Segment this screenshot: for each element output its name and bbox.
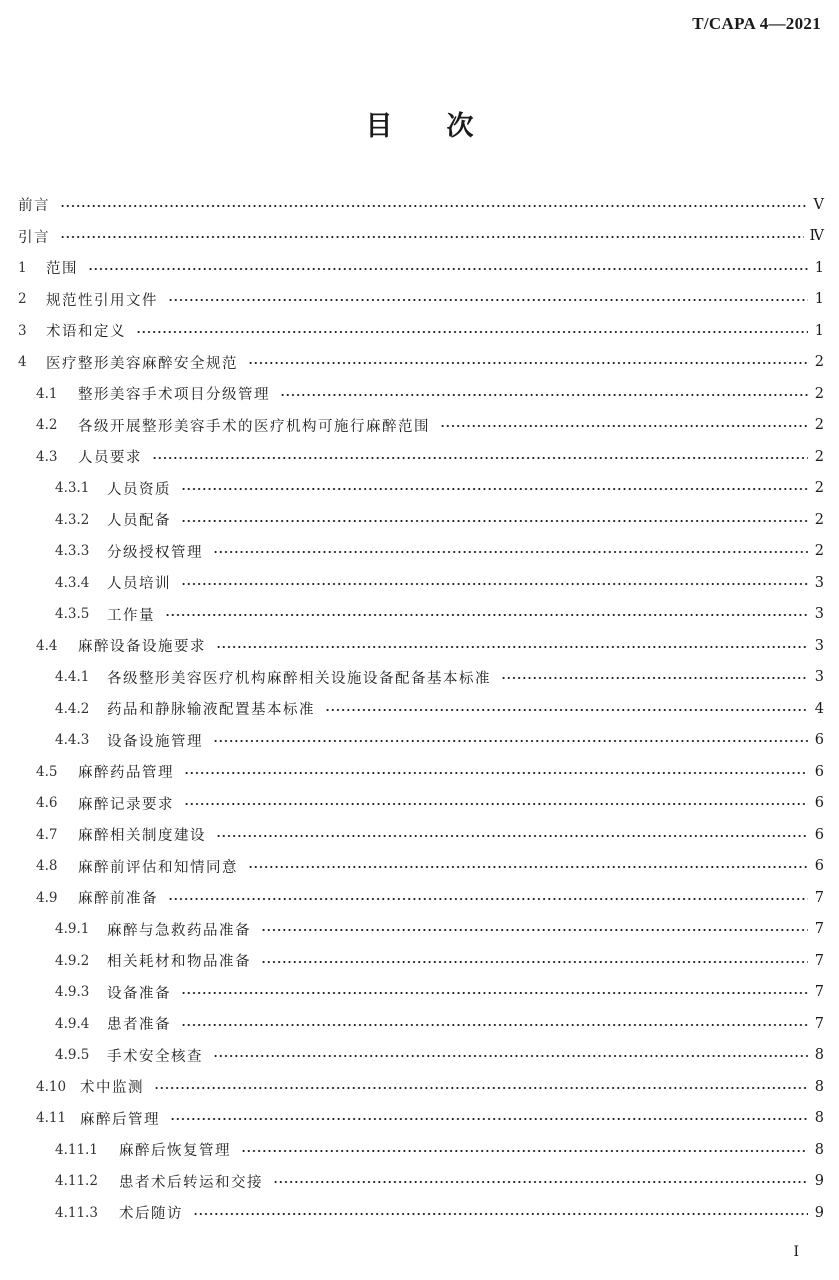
toc-entry-title: 分级授权管理 bbox=[107, 544, 203, 561]
toc-entry-number: 4.3.3 bbox=[55, 543, 90, 560]
toc-entry[interactable] bbox=[18, 315, 824, 347]
toc-entry-page: 7 bbox=[814, 1015, 824, 1032]
toc-entry[interactable] bbox=[18, 1040, 824, 1072]
toc-entry-number: 4.8 bbox=[36, 858, 58, 875]
toc-entry-page: 8 bbox=[814, 1141, 824, 1158]
dot-leader bbox=[136, 324, 808, 340]
toc-entry-number: 4.9.1 bbox=[55, 921, 90, 938]
toc-entry-page: 7 bbox=[814, 952, 824, 969]
toc-entry-number: 4.4.2 bbox=[55, 700, 90, 717]
toc-entry[interactable] bbox=[18, 725, 824, 757]
dot-leader bbox=[241, 1143, 808, 1159]
toc-entry-page: 9 bbox=[814, 1204, 824, 1221]
toc-entry-title: 医疗整形美容麻醉安全规范 bbox=[46, 355, 238, 372]
dot-leader bbox=[181, 985, 808, 1001]
toc-entry-number: 4.4.3 bbox=[55, 732, 90, 749]
page-title: 目次 bbox=[365, 111, 528, 142]
page-folio: I bbox=[793, 1244, 799, 1260]
toc-entry-title: 工作量 bbox=[107, 607, 155, 624]
dot-leader bbox=[170, 1111, 808, 1127]
toc-entry[interactable] bbox=[18, 536, 824, 568]
toc-entry-page: 1 bbox=[814, 291, 824, 308]
dot-leader bbox=[168, 891, 808, 907]
toc-entry[interactable] bbox=[18, 1008, 824, 1040]
toc-entry-page: 8 bbox=[814, 1047, 824, 1064]
toc-entry-number: 3 bbox=[18, 322, 27, 339]
toc-entry[interactable] bbox=[18, 221, 824, 253]
toc-entry-title: 麻醉记录要求 bbox=[78, 796, 174, 813]
toc-entry[interactable] bbox=[18, 378, 824, 410]
toc-entry[interactable] bbox=[18, 410, 824, 442]
toc-entry[interactable] bbox=[18, 1103, 824, 1135]
dot-leader bbox=[60, 229, 804, 245]
dot-leader bbox=[261, 922, 808, 938]
toc-entry-number: 4.2 bbox=[36, 417, 58, 434]
toc-entry-page: 6 bbox=[814, 826, 824, 843]
toc-entry-page: 3 bbox=[814, 637, 824, 654]
toc-entry-title: 规范性引用文件 bbox=[46, 292, 158, 309]
toc-entry-title: 整形美容手术项目分级管理 bbox=[78, 387, 270, 404]
toc-entry[interactable] bbox=[18, 1166, 824, 1198]
toc-entry-title: 前言 bbox=[18, 198, 50, 215]
table-of-contents bbox=[18, 189, 824, 1229]
dot-leader bbox=[280, 387, 808, 403]
dot-leader bbox=[261, 954, 808, 970]
toc-entry-title: 麻醉后恢复管理 bbox=[119, 1143, 231, 1160]
toc-entry-page: 7 bbox=[814, 889, 824, 906]
toc-entry-title: 人员要求 bbox=[78, 450, 142, 467]
toc-entry-page: 2 bbox=[814, 417, 824, 434]
toc-entry-title: 麻醉前准备 bbox=[78, 891, 158, 908]
dot-leader bbox=[213, 544, 808, 560]
toc-entry-page: 7 bbox=[814, 984, 824, 1001]
toc-entry-page: 2 bbox=[814, 480, 824, 497]
toc-entry-title: 麻醉后管理 bbox=[80, 1111, 160, 1128]
dot-leader bbox=[165, 607, 808, 623]
dot-leader bbox=[440, 418, 808, 434]
dot-leader bbox=[184, 765, 808, 781]
toc-entry-page: 2 bbox=[814, 354, 824, 371]
toc-entry[interactable] bbox=[18, 1134, 824, 1166]
dot-leader bbox=[273, 1174, 808, 1190]
toc-entry[interactable] bbox=[18, 977, 824, 1009]
toc-entry[interactable] bbox=[18, 693, 824, 725]
dot-leader bbox=[248, 355, 808, 371]
toc-entry-title: 各级整形美容医疗机构麻醉相关设施设备配备基本标准 bbox=[107, 670, 491, 687]
toc-entry-number: 4.11.3 bbox=[55, 1204, 98, 1221]
toc-entry-title: 手术安全核查 bbox=[107, 1048, 203, 1065]
toc-entry-page: 3 bbox=[814, 606, 824, 623]
toc-entry-number: 4.9.3 bbox=[55, 984, 90, 1001]
toc-entry-page: Ⅳ bbox=[809, 228, 824, 245]
dot-leader bbox=[152, 450, 808, 466]
toc-entry-title: 相关耗材和物品准备 bbox=[107, 954, 251, 971]
toc-entry-number: 4.1 bbox=[36, 385, 58, 402]
toc-entry[interactable] bbox=[18, 504, 824, 536]
toc-entry-title: 引言 bbox=[18, 229, 50, 246]
toc-entry-page: 1 bbox=[814, 322, 824, 339]
dot-leader bbox=[60, 198, 808, 214]
toc-entry[interactable] bbox=[18, 882, 824, 914]
toc-entry-title: 人员培训 bbox=[107, 576, 171, 593]
toc-entry[interactable] bbox=[18, 189, 824, 221]
toc-entry-number: 4.7 bbox=[36, 826, 58, 843]
toc-entry-page: 2 bbox=[814, 543, 824, 560]
toc-entry-title: 麻醉相关制度建设 bbox=[78, 828, 206, 845]
toc-entry[interactable] bbox=[18, 441, 824, 473]
dot-leader bbox=[154, 1080, 808, 1096]
toc-entry[interactable] bbox=[18, 756, 824, 788]
toc-entry-number: 4.3.4 bbox=[55, 574, 90, 591]
toc-entry-page: 6 bbox=[814, 732, 824, 749]
toc-entry-page: 4 bbox=[814, 700, 824, 717]
toc-entry-number: 4.9 bbox=[36, 889, 58, 906]
toc-entry-number: 4.3.5 bbox=[55, 606, 90, 623]
toc-entry-number: 4.4.1 bbox=[55, 669, 90, 686]
toc-entry[interactable] bbox=[18, 945, 824, 977]
toc-entry-title: 术语和定义 bbox=[46, 324, 126, 341]
toc-entry-title: 麻醉设备设施要求 bbox=[78, 639, 206, 656]
toc-entry-page: 6 bbox=[814, 795, 824, 812]
toc-entry-page: 2 bbox=[814, 448, 824, 465]
toc-entry-title: 患者准备 bbox=[107, 1017, 171, 1034]
dot-leader bbox=[168, 292, 808, 308]
toc-entry-number: 4.5 bbox=[36, 763, 58, 780]
toc-entry[interactable] bbox=[18, 630, 824, 662]
dot-leader bbox=[501, 670, 808, 686]
toc-entry-number: 4.9.2 bbox=[55, 952, 90, 969]
toc-entry-page: 1 bbox=[814, 259, 824, 276]
toc-entry-page: 9 bbox=[814, 1173, 824, 1190]
toc-entry[interactable] bbox=[18, 819, 824, 851]
dot-leader bbox=[248, 859, 808, 875]
dot-leader bbox=[184, 796, 808, 812]
toc-entry-title: 药品和静脉输液配置基本标准 bbox=[107, 702, 315, 719]
toc-entry[interactable] bbox=[18, 284, 824, 316]
toc-entry[interactable] bbox=[18, 662, 824, 694]
toc-entry-title: 人员配备 bbox=[107, 513, 171, 530]
toc-entry[interactable] bbox=[18, 599, 824, 631]
dot-leader bbox=[88, 261, 808, 277]
toc-entry-number: 4.10 bbox=[36, 1078, 67, 1095]
toc-entry-number: 4.6 bbox=[36, 795, 58, 812]
toc-entry-title: 人员资质 bbox=[107, 481, 171, 498]
dot-leader bbox=[213, 1048, 808, 1064]
dot-leader bbox=[181, 513, 808, 529]
toc-entry[interactable] bbox=[18, 1071, 824, 1103]
dot-leader bbox=[193, 1206, 808, 1222]
toc-entry-title: 麻醉前评估和知情同意 bbox=[78, 859, 238, 876]
toc-entry-number: 4.9.5 bbox=[55, 1047, 90, 1064]
toc-entry[interactable] bbox=[18, 567, 824, 599]
toc-entry-title: 麻醉药品管理 bbox=[78, 765, 174, 782]
toc-entry[interactable] bbox=[18, 252, 824, 284]
dot-leader bbox=[181, 1017, 808, 1033]
toc-entry-number: 4.11.2 bbox=[55, 1173, 98, 1190]
dot-leader bbox=[181, 481, 808, 497]
dot-leader bbox=[325, 702, 808, 718]
toc-entry[interactable] bbox=[18, 914, 824, 946]
toc-entry-title: 术中监测 bbox=[80, 1080, 144, 1097]
toc-entry-page: 7 bbox=[814, 921, 824, 938]
toc-entry-page: 8 bbox=[814, 1110, 824, 1127]
toc-entry-title: 设备准备 bbox=[107, 985, 171, 1002]
toc-entry-number: 2 bbox=[18, 291, 27, 308]
toc-entry-number: 4.3 bbox=[36, 448, 58, 465]
toc-entry-page: 3 bbox=[814, 669, 824, 686]
toc-entry-page: 2 bbox=[814, 511, 824, 528]
toc-entry-title: 术后随访 bbox=[119, 1206, 183, 1223]
toc-entry-number: 4.4 bbox=[36, 637, 58, 654]
toc-entry-number: 4.9.4 bbox=[55, 1015, 90, 1032]
toc-entry-title: 麻醉与急救药品准备 bbox=[107, 922, 251, 939]
dot-leader bbox=[216, 639, 808, 655]
toc-entry-title: 各级开展整形美容手术的医疗机构可施行麻醉范围 bbox=[78, 418, 430, 435]
toc-entry-number: 4.11 bbox=[36, 1110, 67, 1127]
toc-entry-number: 4 bbox=[18, 354, 27, 371]
toc-entry-page: 6 bbox=[814, 763, 824, 780]
toc-entry-page: Ⅴ bbox=[813, 196, 824, 213]
toc-entry-number: 4.3.2 bbox=[55, 511, 90, 528]
toc-entry-title: 患者术后转运和交接 bbox=[119, 1174, 263, 1191]
toc-entry-page: 3 bbox=[814, 574, 824, 591]
toc-entry[interactable] bbox=[18, 1197, 824, 1229]
dot-leader bbox=[181, 576, 808, 592]
toc-entry-number: 1 bbox=[18, 259, 27, 276]
toc-entry-title: 范围 bbox=[46, 261, 78, 278]
toc-entry-page: 8 bbox=[814, 1078, 824, 1095]
toc-entry-title: 设备设施管理 bbox=[107, 733, 203, 750]
toc-entry[interactable] bbox=[18, 473, 824, 505]
toc-entry-page: 2 bbox=[814, 385, 824, 402]
toc-entry-page: 6 bbox=[814, 858, 824, 875]
document-code: T/CAPA 4—2021 bbox=[692, 14, 821, 33]
toc-entry[interactable] bbox=[18, 788, 824, 820]
dot-leader bbox=[213, 733, 808, 749]
toc-entry-number: 4.11.1 bbox=[55, 1141, 98, 1158]
toc-entry[interactable] bbox=[18, 347, 824, 379]
toc-entry-number: 4.3.1 bbox=[55, 480, 90, 497]
toc-entry[interactable] bbox=[18, 851, 824, 883]
dot-leader bbox=[216, 828, 808, 844]
